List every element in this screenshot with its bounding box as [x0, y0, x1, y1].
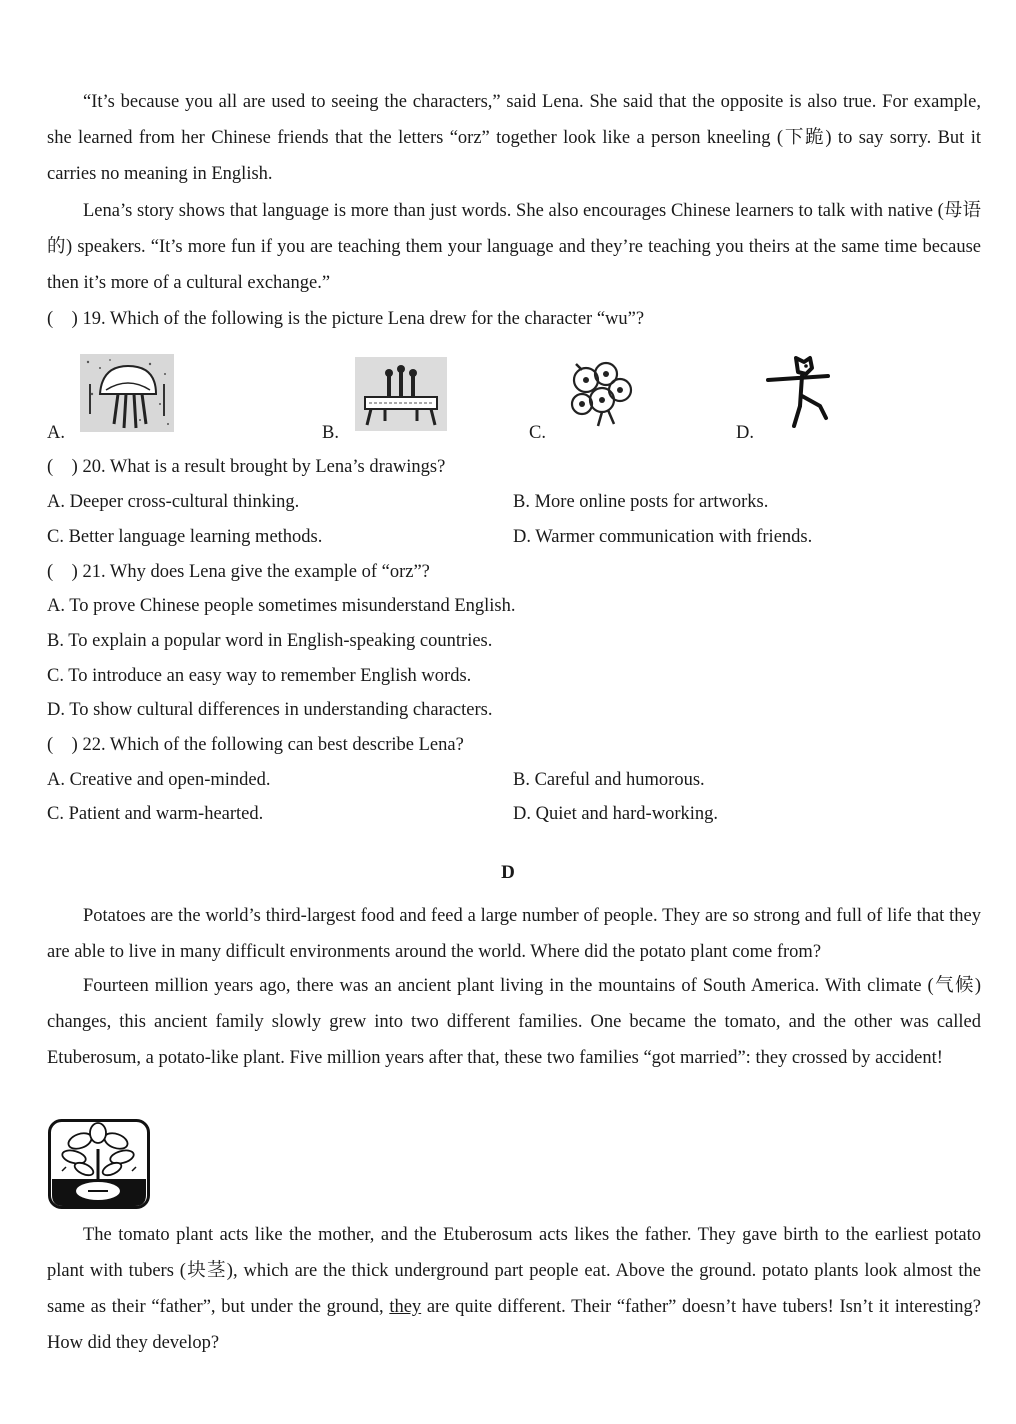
q22-option-c: C. Patient and warm-hearted.	[47, 804, 264, 824]
q21-option-b: B. To explain a popular word in English-speaking countries.	[47, 631, 493, 651]
q22-option-d: D. Quiet and hard-working.	[513, 804, 718, 824]
q22-option-a: A. Creative and open-minded.	[47, 770, 271, 790]
q21-option-c: C. To introduce an easy way to remember English words.	[47, 666, 472, 686]
potato-plant-illustration	[48, 1119, 150, 1209]
q20-option-c: C. Better language learning methods.	[47, 527, 323, 547]
passage-d-paragraph-3-part-2: are quite different. Their “father” doesn’t have tubers! Isn’t it interesting? How did they develop?	[47, 1297, 982, 1353]
dancing-figure-drawing-icon	[766, 352, 832, 428]
underlined-word-they: they	[389, 1297, 422, 1317]
q20-option-a: A. Deeper cross-cultural thinking.	[47, 492, 300, 512]
potato-plant-icon	[48, 1119, 150, 1209]
question-19-stem: ( ) 19. Which of the following is the picture Lena drew for the character “wu”?	[47, 309, 645, 329]
passage-c-paragraph-1: “It’s because you all are used to seeing the characters,” said Lena. She said that the opposite is also true. For example, she learned from her Chinese friends that the letters “orz” together look like a person kneeling (下跪) to say sorry. But it carries no meaning in English.	[47, 92, 981, 184]
q19-option-a-picture	[80, 354, 174, 432]
question-21-stem: ( ) 21. Why does Lena give the example of “orz”?	[47, 562, 430, 582]
passage-d-heading: D	[501, 862, 515, 883]
q20-option-b: B. More online posts for artworks.	[513, 492, 769, 512]
q19-option-a-label: A.	[47, 423, 65, 443]
q19-option-c-label: C.	[529, 423, 546, 443]
flower-cluster-drawing-icon	[562, 356, 638, 428]
q19-option-d-label: D.	[736, 423, 754, 443]
passage-c-paragraph-2: Lena’s story shows that language is more than just words. She also encourages Chinese learners to talk with native (母语的) speakers. “It’s more fun if you are teaching them your language and they’re teaching you theirs at the same time because then it’s more of a cultural exchange.”	[47, 201, 981, 293]
question-20-stem: ( ) 20. What is a result brought by Lena’s drawings?	[47, 457, 446, 477]
q19-option-c-picture	[562, 356, 638, 428]
passage-d-paragraph-3	[47, 1217, 981, 1361]
q21-option-d: D. To show cultural differences in understanding characters.	[47, 700, 493, 720]
tree-drawing-icon	[80, 354, 174, 432]
q21-option-a: A. To prove Chinese people sometimes misunderstand English.	[47, 596, 516, 616]
passage-d-paragraph-1: Potatoes are the world’s third-largest food and feed a large number of people. They are so strong and full of life that they are able to live in many difficult environments around the world. Where did the potato plant come from?	[47, 906, 981, 962]
question-22-stem: ( ) 22. Which of the following can best describe Lena?	[47, 735, 464, 755]
q19-option-b-label: B.	[322, 423, 339, 443]
table-drawing-icon	[355, 357, 447, 431]
q19-option-d-picture	[766, 352, 832, 428]
q22-option-b: B. Careful and humorous.	[513, 770, 705, 790]
q20-option-d: D. Warmer communication with friends.	[513, 527, 813, 547]
q19-option-b-picture	[355, 357, 447, 431]
passage-d-paragraph-3-part-1: The tomato plant acts like the mother, and the Etuberosum acts likes the father. They gave birth to the earliest potato plant with tubers (块茎), which are the thick underground part people eat. Above the ground. potato plants look almost the same as their “father”, but under the ground,	[47, 1225, 981, 1317]
passage-d-paragraph-2: Fourteen million years ago, there was an ancient plant living in the mountains of South America. With climate (气候) changes, this ancient family slowly grew into two different families. One became the tomato, and the other was called Etuberosum, a potato-like plant. Five million years after that, these two families “got married”: they crossed by accident!	[47, 976, 981, 1068]
